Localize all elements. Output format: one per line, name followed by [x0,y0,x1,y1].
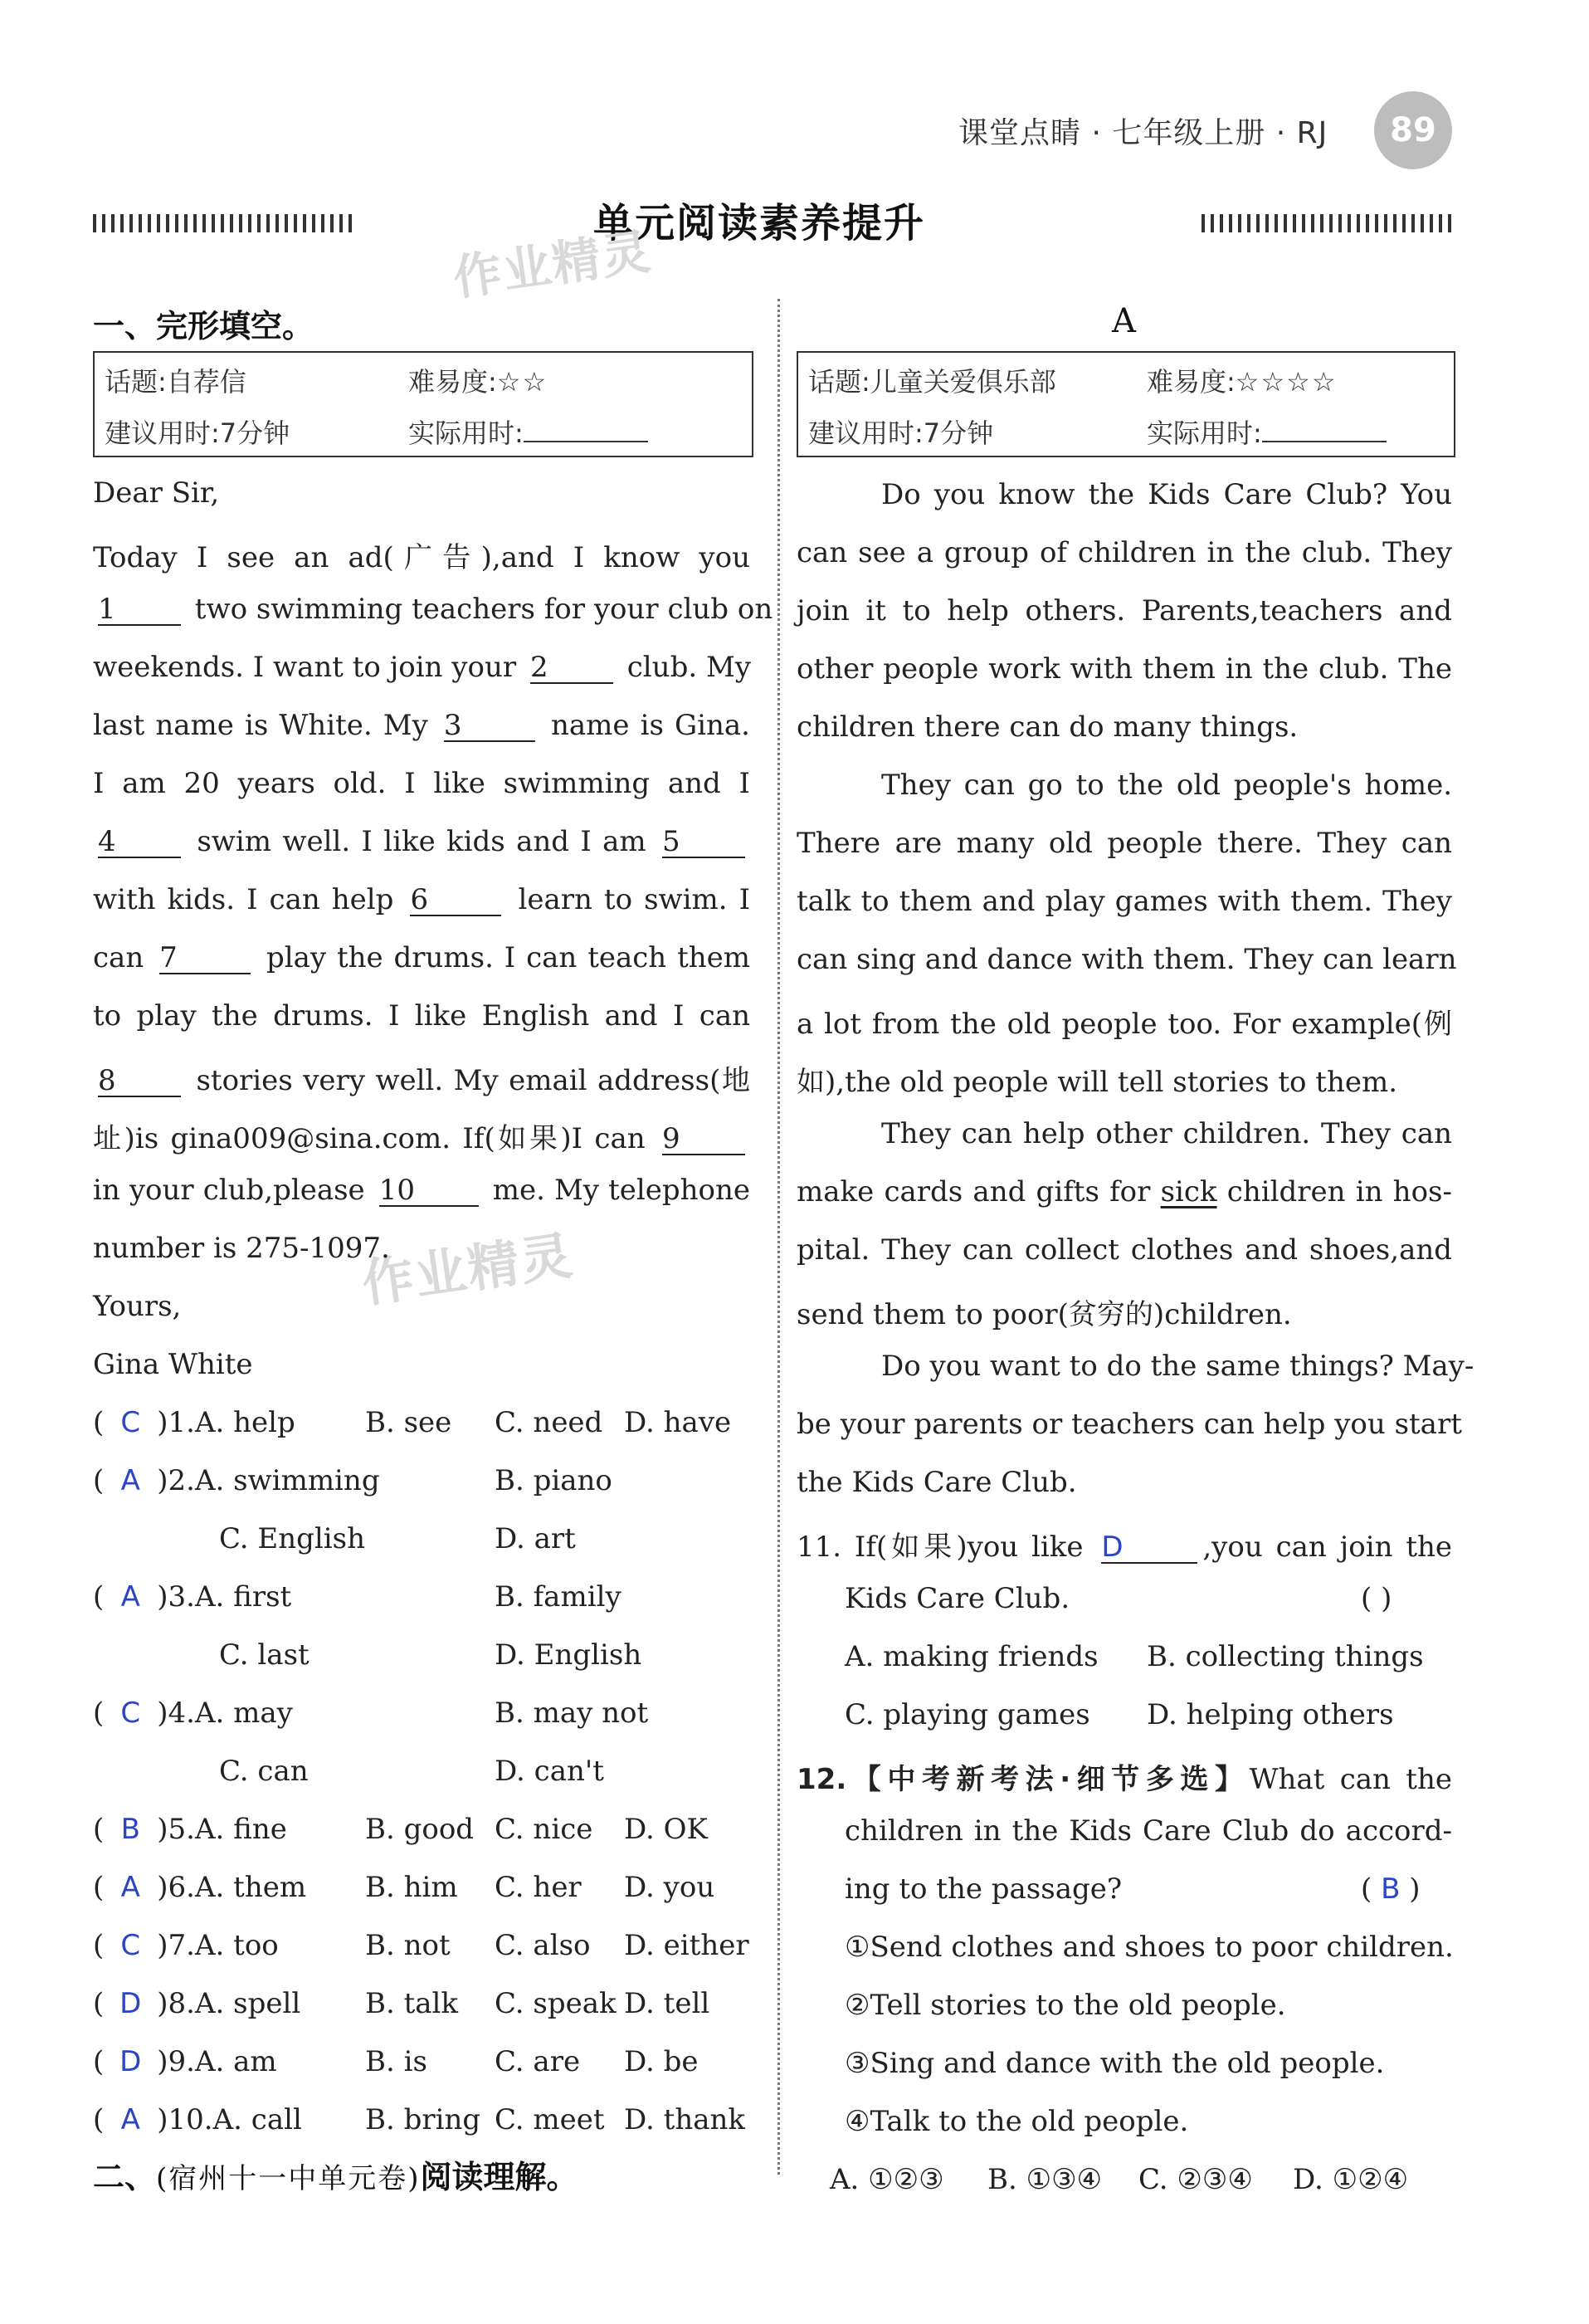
statement-1: ①Send clothes and shoes to poor children. [845,1931,1454,1964]
letter-salutation: Dear Sir, [93,476,220,510]
difficulty-label: 难易度: [408,366,497,398]
actual-time-label: 实际用时: [1147,417,1262,449]
option-c[interactable]: C. are [495,2045,581,2078]
question-number: 5. [168,1813,195,1846]
decorative-rule-left [93,214,354,232]
option-b[interactable]: B. family [495,1580,621,1614]
question-7: ( C )7.A. too [93,1929,279,1962]
question-3: ( A )3.A. first [93,1580,292,1614]
option-b[interactable]: B. piano [495,1464,612,1497]
part2-heading [93,2151,578,2197]
option-c[interactable]: C. playing games [845,1698,1090,1731]
underlined-word: sick [1160,1175,1217,1208]
option-d[interactable]: D. either [624,1929,749,1962]
cloze-blank-1: 1 [98,594,181,626]
answer-6[interactable]: A [120,1871,140,1904]
part2-prefix: 二、 [93,2159,157,2195]
answer-paren-11[interactable]: ( ) [1361,1582,1392,1615]
option-a[interactable]: A. am [194,2045,277,2078]
passage-line: can see a group of children in the club. They [797,536,1452,569]
question-5: ( B )5.A. fine [93,1813,287,1846]
answer-9[interactable]: D [119,2045,142,2078]
option-c[interactable]: C. speak [495,1987,617,2020]
option-b[interactable]: B. not [365,1929,451,1962]
option-d[interactable]: D. OK [624,1813,708,1846]
option-d[interactable]: D. can't [495,1755,604,1788]
option-d[interactable]: D. ①②④ [1293,2163,1409,2196]
question-12-line: children in the Kids Care Club do accord- [845,1814,1452,1848]
option-a[interactable]: A. fine [194,1813,287,1846]
option-c[interactable]: C. meet [495,2103,605,2136]
option-b[interactable]: B. talk [365,1987,459,2020]
letter-line: last name is White. My 3 name is Gina. [93,709,750,742]
actual-time-blank[interactable] [1262,416,1387,442]
cloze-blank-3: 3 [444,710,535,742]
cloze-blank-2: 2 [530,652,613,684]
option-a[interactable]: A. making friends [845,1640,1099,1673]
part1-heading: 一、完形填空。 [93,308,314,344]
letter-line: in your club,please 10 me. My telephone [93,1174,750,1207]
option-a[interactable]: A. swimming [194,1464,380,1497]
option-d[interactable]: D. thank [624,2103,745,2136]
option-a[interactable]: A. ①②③ [830,2163,944,2196]
question-11-line: Kids Care Club. [845,1582,1070,1615]
passage-line: be your parents or teachers can help you start [797,1408,1462,1441]
watermark: 作业精灵 [358,1224,578,1315]
cloze-blank-5: 5 [662,827,745,858]
option-d[interactable]: D. tell [624,1987,710,2020]
question-number: 2. [168,1464,195,1497]
topic-label: 话题:自荐信 [105,366,246,398]
cloze-blank-4: 4 [98,827,181,858]
passage-line: make cards and gifts for sick children in hos- [797,1175,1452,1208]
option-b[interactable]: B. collecting things [1147,1640,1424,1673]
suggested-time: 建议用时:7分钟 [105,417,290,449]
question-number: 7. [168,1929,195,1962]
letter-signature: Gina White [93,1348,253,1381]
option-a[interactable]: A. spell [194,1987,301,2020]
passage-line: Do you want to do the same things? May- [881,1350,1474,1383]
option-a[interactable]: A. help [194,1406,295,1439]
question-12-line: ing to the passage? [845,1872,1123,1906]
passage-line: can sing and dance with them. They can learn [797,943,1457,976]
question-4: ( C )4.A. may [93,1697,293,1730]
difficulty-label: 难易度: [1147,366,1236,398]
passage-line: There are many old people there. They can [797,827,1452,860]
statement-3: ③Sing and dance with the old people. [845,2047,1385,2080]
option-c[interactable]: C. nice [495,1813,593,1846]
statement-4: ④Talk to the old people. [845,2105,1189,2138]
answer-12: B [1381,1872,1401,1906]
passage-line: join it to help others. Parents,teachers and [797,594,1452,627]
letter-line: 1 two swimming teachers for your club on [98,593,773,626]
cloze-blank-10: 10 [379,1175,479,1207]
passage-line: send them to poor(贫穷的)children. [797,1298,1292,1331]
letter-line: I am 20 years old. I like swimming and I [93,767,750,800]
option-c[interactable]: C. also [495,1929,591,1962]
difficulty-stars: ☆☆ [496,366,548,398]
option-b[interactable]: B. may not [495,1697,649,1730]
question-number: 10. [168,2103,213,2136]
answer-10[interactable]: A [120,2103,140,2136]
option-c[interactable]: C. English [219,1522,365,1555]
letter-line: with kids. I can help 6 learn to swim. I [93,883,750,916]
answer-7[interactable]: C [120,1929,141,1962]
question-6: ( A )6.A. them [93,1871,307,1904]
option-d[interactable]: D. art [495,1522,576,1555]
question-12: 12.【中考新考法·细节多选】What can the [797,1763,1452,1796]
actual-time [408,413,648,451]
option-d[interactable]: D. helping others [1147,1698,1394,1731]
option-b[interactable]: B. him [365,1871,458,1904]
cloze-blank-7: 7 [159,943,251,974]
passage-line: 如),the old people will tell stories to them. [797,1066,1398,1099]
option-a[interactable]: A. first [194,1580,292,1614]
question-9: ( D )9.A. am [93,2045,277,2078]
page-number: 89 [1374,91,1452,169]
question-number: 3. [168,1580,195,1614]
option-d[interactable]: D. have [624,1406,732,1439]
letter-line: Today I see an ad(广告),and I know you [93,541,750,574]
option-c[interactable]: C. last [219,1638,310,1672]
option-a[interactable]: A. too [194,1929,279,1962]
cloze-blank-6: 6 [410,885,501,916]
passage-line: Do you know the Kids Care Club? You [881,478,1452,511]
option-a[interactable]: A. may [194,1697,293,1730]
answer-2[interactable]: A [120,1464,140,1497]
passage-line: the Kids Care Club. [797,1466,1077,1499]
difficulty [408,361,548,399]
question-1: ( C )1.A. help [93,1406,295,1439]
answer-3[interactable]: A [120,1580,140,1614]
question-number: 1. [168,1406,195,1439]
difficulty [1147,361,1338,399]
question-12-tag: 12.【中考新考法·细节多选】 [797,1763,1250,1796]
letter-line: 4 swim well. I like kids and I am 5 [93,825,750,858]
statement-2: ②Tell stories to the old people. [845,1989,1286,2022]
actual-time-blank[interactable] [524,416,648,442]
cloze-blank-8: 8 [98,1066,181,1097]
column-divider [777,299,780,2175]
answer-paren-12[interactable]: ( B ) [1361,1872,1421,1906]
option-d[interactable]: D. be [624,2045,699,2078]
question-8: ( D )8.A. spell [93,1987,301,2020]
letter-closing: Yours, [93,1290,182,1323]
topic-label: 话题:儿童关爱俱乐部 [808,366,1056,398]
difficulty-stars: ☆☆☆☆ [1235,366,1338,398]
actual-time [1147,413,1387,451]
letter-line: can 7 play the drums. I can teach them [93,941,750,974]
part2-suffix: 阅读理解。 [420,2159,578,2195]
question-11: 11. If(如果)you like D ,you can join the [797,1531,1452,1564]
passage-line: children there can do many things. [797,710,1299,744]
suggested-time: 建议用时:7分钟 [808,417,994,449]
answer-11[interactable]: D [1101,1532,1197,1564]
question-number: 4. [168,1697,195,1730]
option-c[interactable]: C. need [495,1406,603,1439]
actual-time-label: 实际用时: [408,417,524,449]
info-box-cloze [93,351,753,457]
passage-letter: A [1112,302,1136,340]
passage-line: pital. They can collect clothes and shoes,and [797,1233,1452,1267]
option-c[interactable]: C. her [495,1871,582,1904]
option-a[interactable]: A. call [212,2103,302,2136]
option-c[interactable]: C. ②③④ [1138,2163,1253,2196]
running-head: 课堂点睛 · 七年级上册 · RJ [958,116,1328,150]
answer-4[interactable]: C [120,1697,141,1730]
option-b[interactable]: B. is [365,2045,427,2078]
option-c[interactable]: C. can [219,1755,309,1788]
question-number: 6. [168,1871,195,1904]
passage-line: a lot from the old people too. For example(例 [797,1008,1452,1041]
option-d[interactable]: D. English [495,1638,642,1672]
answer-8[interactable]: D [119,1987,142,2020]
answer-5[interactable]: B [120,1813,140,1846]
watermark: 作业精灵 [450,222,656,307]
letter-line: number is 275-1097. [93,1232,390,1265]
cloze-blank-9: 9 [662,1124,745,1155]
option-b[interactable]: B. good [365,1813,475,1846]
decorative-rule-right [1201,214,1455,232]
passage-line: other people work with them in the club. The [797,652,1452,686]
passage-line: They can go to the old people's home. [881,769,1452,802]
option-d[interactable]: D. you [624,1871,715,1904]
question-2: ( A )2.A. swimming [93,1464,380,1497]
option-b[interactable]: B. see [365,1406,452,1439]
letter-line: to play the drums. I like English and I can [93,999,750,1033]
letter-line: weekends. I want to join your 2 club. My [93,651,751,684]
part2-source: (宿州十一中单元卷) [156,2162,421,2195]
passage-line: They can help other children. They can [881,1117,1452,1150]
question-10: ( A )10.A. call [93,2103,302,2136]
answer-1[interactable]: C [120,1406,141,1439]
letter-line: 址)is gina009@sina.com. If(如果)I can 9 [93,1116,750,1156]
question-number: 8. [168,1987,195,2020]
question-number: 9. [168,2045,195,2078]
letter-line: 8 stories very well. My email address(地 [98,1064,750,1097]
option-a[interactable]: A. them [194,1871,307,1904]
option-b[interactable]: B. ①③④ [987,2163,1103,2196]
section-title: 单元阅读素养提升 [593,200,926,247]
passage-line: talk to them and play games with them. They [797,885,1452,918]
info-box-reading [797,351,1455,457]
option-b[interactable]: B. bring [365,2103,481,2136]
